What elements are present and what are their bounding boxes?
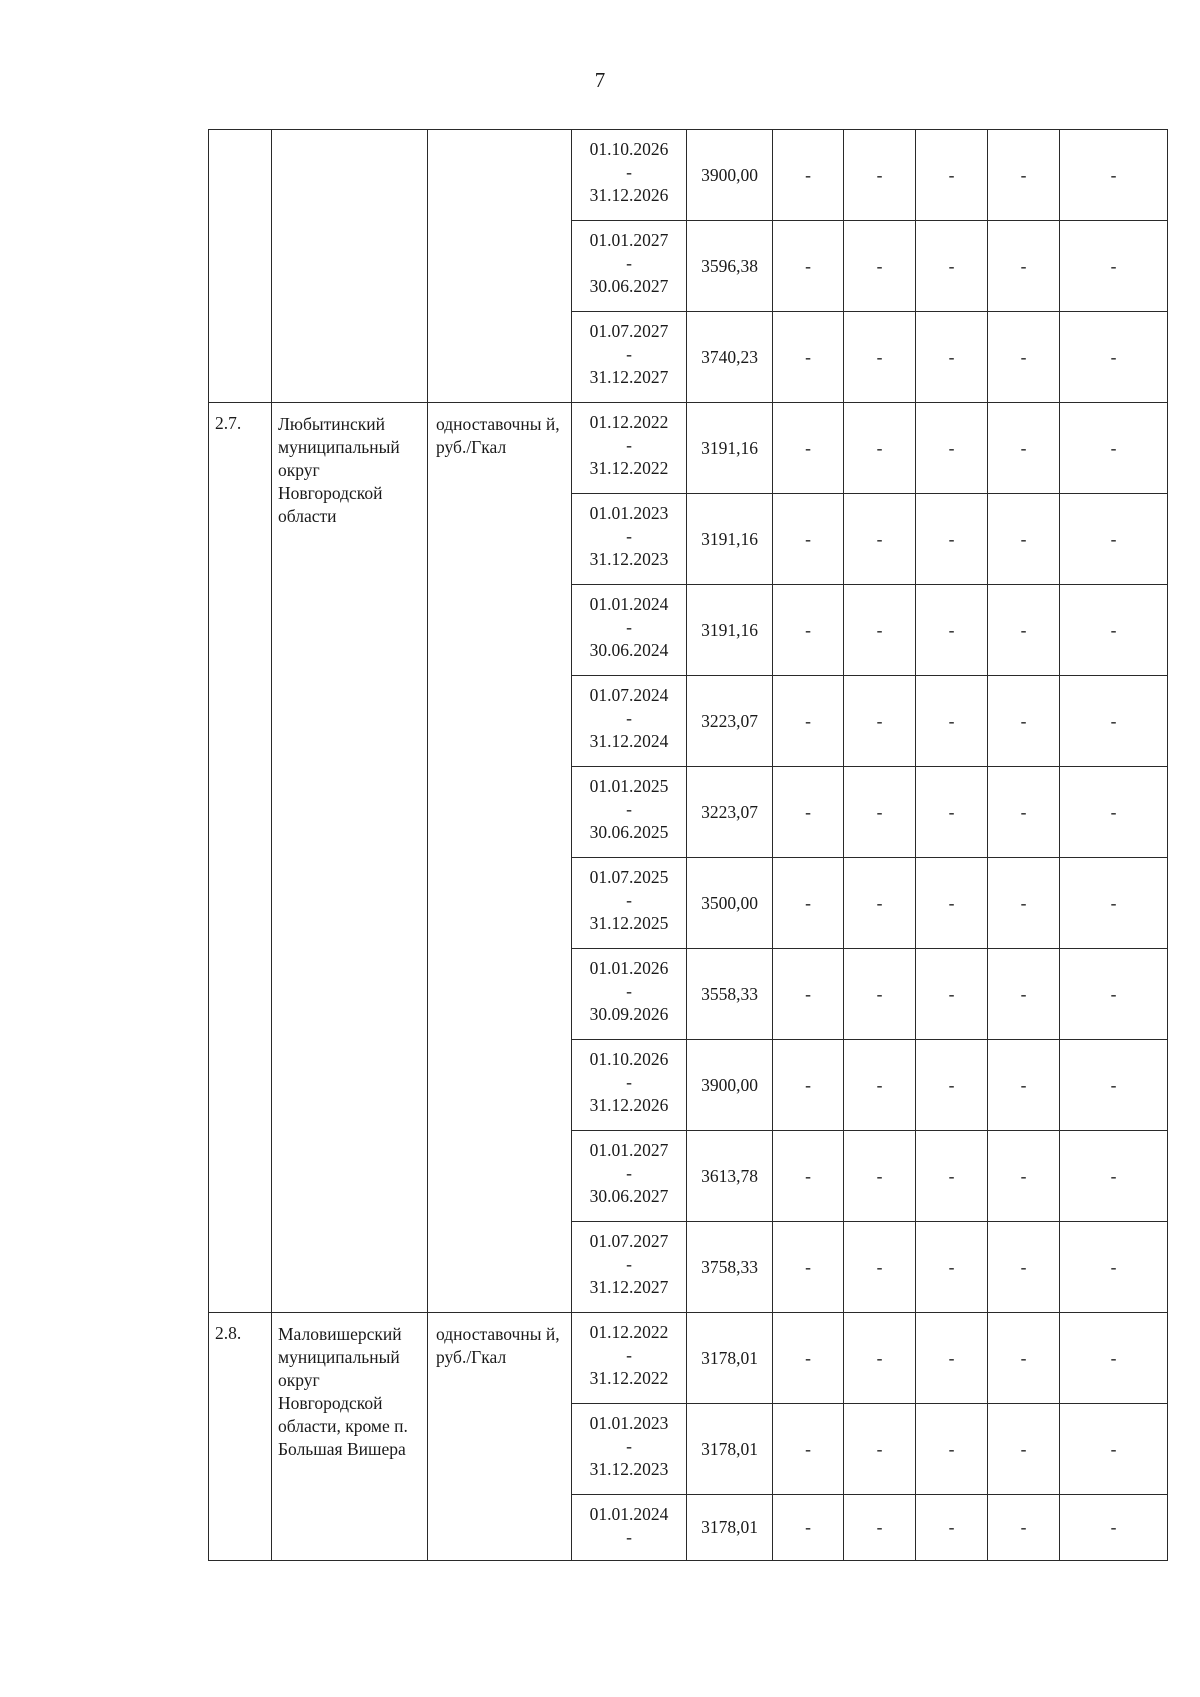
empty-value-cell: - [988, 858, 1060, 949]
period-cell [572, 585, 687, 676]
period-to: 31.12.2025 [589, 913, 669, 933]
period-from: 01.07.2024 [589, 685, 669, 705]
empty-value-cell: - [1060, 767, 1168, 858]
empty-value-cell: - [773, 858, 844, 949]
empty-value-cell: - [916, 1404, 988, 1495]
tariff-value-cell: 3191,16 [687, 585, 773, 676]
tariff-value-cell: 3178,01 [687, 1313, 773, 1404]
tariff-value-cell: 3558,33 [687, 949, 773, 1040]
period-from: 01.01.2025 [589, 776, 669, 796]
period-to: 30.09.2026 [589, 1004, 669, 1024]
period-cell [572, 130, 687, 221]
tariff-value-cell: 3223,07 [687, 676, 773, 767]
empty-value-cell: - [1060, 858, 1168, 949]
tariff-value-cell: 3596,38 [687, 221, 773, 312]
empty-value-cell: - [916, 221, 988, 312]
period-sep: - [626, 890, 632, 910]
empty-value-cell: - [1060, 1222, 1168, 1313]
empty-value-cell: - [916, 585, 988, 676]
tariff-value-cell: 3900,00 [687, 1040, 773, 1131]
empty-value-cell: - [1060, 1040, 1168, 1131]
period-sep: - [626, 435, 632, 455]
period-to: 31.12.2022 [589, 1368, 669, 1388]
empty-value-cell: - [773, 1313, 844, 1404]
empty-value-cell: - [773, 494, 844, 585]
period-cell [572, 767, 687, 858]
tariff-kind-cell: одноставочны й, руб./Гкал [428, 1313, 572, 1561]
period-from: 01.01.2027 [589, 230, 669, 250]
empty-value-cell: - [988, 1222, 1060, 1313]
empty-value-cell: - [988, 312, 1060, 403]
empty-value-cell: - [844, 676, 916, 767]
item-number-cell: 2.8. [209, 1313, 272, 1561]
empty-value-cell: - [844, 949, 916, 1040]
period-from: 01.01.2024 [589, 1504, 669, 1524]
period-from: 01.12.2022 [589, 412, 669, 432]
item-number-cell [209, 130, 272, 403]
period-sep: - [626, 526, 632, 546]
empty-value-cell: - [916, 1313, 988, 1404]
tariff-kind-cell: одноставочны й, руб./Гкал [428, 403, 572, 1313]
empty-value-cell: - [988, 1131, 1060, 1222]
period-cell [572, 312, 687, 403]
empty-value-cell: - [844, 585, 916, 676]
empty-value-cell: - [773, 1495, 844, 1561]
period-from: 01.01.2026 [589, 958, 669, 978]
period-from: 01.07.2027 [589, 321, 669, 341]
empty-value-cell: - [916, 858, 988, 949]
period-sep: - [626, 162, 632, 182]
empty-value-cell: - [844, 221, 916, 312]
empty-value-cell: - [844, 858, 916, 949]
period-from: 01.01.2027 [589, 1140, 669, 1160]
period-to: 31.12.2023 [589, 1459, 669, 1479]
period-sep: - [626, 1254, 632, 1274]
empty-value-cell: - [773, 1222, 844, 1313]
period-sep: - [626, 344, 632, 364]
empty-value-cell: - [773, 312, 844, 403]
period-cell [572, 1495, 687, 1561]
empty-value-cell: - [844, 403, 916, 494]
period-cell [572, 858, 687, 949]
empty-value-cell: - [988, 676, 1060, 767]
empty-value-cell: - [916, 1495, 988, 1561]
empty-value-cell: - [1060, 403, 1168, 494]
empty-value-cell: - [916, 403, 988, 494]
empty-value-cell: - [1060, 585, 1168, 676]
tariff-value-cell: 3223,07 [687, 767, 773, 858]
empty-value-cell: - [916, 676, 988, 767]
period-from: 01.07.2027 [589, 1231, 669, 1251]
empty-value-cell: - [773, 403, 844, 494]
tariff-value-cell: 3758,33 [687, 1222, 773, 1313]
empty-value-cell: - [844, 494, 916, 585]
empty-value-cell: - [1060, 221, 1168, 312]
period-cell [572, 676, 687, 767]
empty-value-cell: - [1060, 1495, 1168, 1561]
period-sep: - [626, 1163, 632, 1183]
period-to: 31.12.2022 [589, 458, 669, 478]
empty-value-cell: - [773, 585, 844, 676]
table-row [209, 1313, 1168, 1404]
period-sep: - [626, 799, 632, 819]
empty-value-cell: - [916, 1040, 988, 1131]
period-sep: - [626, 1436, 632, 1456]
empty-value-cell: - [773, 1404, 844, 1495]
period-sep: - [626, 617, 632, 637]
empty-value-cell: - [916, 949, 988, 1040]
item-number-cell: 2.7. [209, 403, 272, 1313]
tariff-value-cell: 3740,23 [687, 312, 773, 403]
empty-value-cell: - [916, 1131, 988, 1222]
empty-value-cell: - [988, 221, 1060, 312]
period-from: 01.10.2026 [589, 139, 669, 159]
period-sep: - [626, 708, 632, 728]
period-cell [572, 221, 687, 312]
empty-value-cell: - [844, 1040, 916, 1131]
empty-value-cell: - [916, 1222, 988, 1313]
period-cell [572, 1313, 687, 1404]
empty-value-cell: - [844, 130, 916, 221]
district-name-cell: Маловишерский муниципальный округ Новгородской области, кроме п. Большая Вишера [272, 1313, 428, 1561]
empty-value-cell: - [988, 767, 1060, 858]
district-name-cell [272, 130, 428, 403]
period-to: 31.12.2023 [589, 549, 669, 569]
tariff-table-body [209, 130, 1168, 1561]
empty-value-cell: - [844, 1495, 916, 1561]
empty-value-cell: - [844, 1131, 916, 1222]
period-to: 31.12.2027 [589, 1277, 669, 1297]
tariff-value-cell: 3178,01 [687, 1495, 773, 1561]
period-to: 30.06.2027 [589, 276, 669, 296]
empty-value-cell: - [988, 494, 1060, 585]
period-to: 31.12.2024 [589, 731, 669, 751]
empty-value-cell: - [916, 767, 988, 858]
empty-value-cell: - [1060, 494, 1168, 585]
period-cell [572, 1404, 687, 1495]
district-name-cell: Любытинский муниципальный округ Новгородской области [272, 403, 428, 1313]
empty-value-cell: - [988, 585, 1060, 676]
period-sep: - [626, 253, 632, 273]
empty-value-cell: - [844, 312, 916, 403]
tariff-kind-cell [428, 130, 572, 403]
empty-value-cell: - [988, 1040, 1060, 1131]
period-to: 30.06.2027 [589, 1186, 669, 1206]
empty-value-cell: - [844, 1222, 916, 1313]
empty-value-cell: - [773, 1040, 844, 1131]
empty-value-cell: - [988, 403, 1060, 494]
tariff-value-cell: 3500,00 [687, 858, 773, 949]
period-sep: - [626, 981, 632, 1001]
period-to: 30.06.2025 [589, 822, 669, 842]
empty-value-cell: - [1060, 1131, 1168, 1222]
empty-value-cell: - [1060, 949, 1168, 1040]
empty-value-cell: - [1060, 1313, 1168, 1404]
period-cell [572, 1222, 687, 1313]
empty-value-cell: - [916, 312, 988, 403]
tariff-value-cell: 3900,00 [687, 130, 773, 221]
period-from: 01.01.2023 [589, 1413, 669, 1433]
period-cell [572, 949, 687, 1040]
period-cell [572, 1040, 687, 1131]
period-cell [572, 494, 687, 585]
period-sep: - [626, 1345, 632, 1365]
period-cell [572, 1131, 687, 1222]
empty-value-cell: - [773, 676, 844, 767]
period-from: 01.01.2024 [589, 594, 669, 614]
empty-value-cell: - [916, 494, 988, 585]
period-to: 30.06.2024 [589, 640, 669, 660]
period-from: 01.12.2022 [589, 1322, 669, 1342]
tariff-value-cell: 3191,16 [687, 403, 773, 494]
empty-value-cell: - [1060, 1404, 1168, 1495]
empty-value-cell: - [988, 1404, 1060, 1495]
empty-value-cell: - [773, 130, 844, 221]
empty-value-cell: - [773, 1131, 844, 1222]
empty-value-cell: - [844, 1313, 916, 1404]
tariff-value-cell: 3178,01 [687, 1404, 773, 1495]
period-sep: - [626, 1072, 632, 1092]
empty-value-cell: - [1060, 130, 1168, 221]
period-cell [572, 403, 687, 494]
empty-value-cell: - [773, 767, 844, 858]
empty-value-cell: - [1060, 312, 1168, 403]
period-to: 31.12.2027 [589, 367, 669, 387]
empty-value-cell: - [988, 130, 1060, 221]
period-to: 31.12.2026 [589, 185, 669, 205]
period-from: 01.01.2023 [589, 503, 669, 523]
empty-value-cell: - [1060, 676, 1168, 767]
period-to: 31.12.2026 [589, 1095, 669, 1115]
empty-value-cell: - [773, 221, 844, 312]
period-from: 01.07.2025 [589, 867, 669, 887]
empty-value-cell: - [988, 1495, 1060, 1561]
tariff-table [208, 129, 1168, 1561]
table-row [209, 130, 1168, 221]
tariff-value-cell: 3191,16 [687, 494, 773, 585]
tariff-value-cell: 3613,78 [687, 1131, 773, 1222]
empty-value-cell: - [916, 130, 988, 221]
period-from: 01.10.2026 [589, 1049, 669, 1069]
period-sep: - [626, 1527, 632, 1547]
empty-value-cell: - [773, 949, 844, 1040]
empty-value-cell: - [844, 767, 916, 858]
empty-value-cell: - [988, 949, 1060, 1040]
table-row [209, 403, 1168, 494]
empty-value-cell: - [844, 1404, 916, 1495]
page-number: 7 [594, 68, 606, 92]
empty-value-cell: - [988, 1313, 1060, 1404]
